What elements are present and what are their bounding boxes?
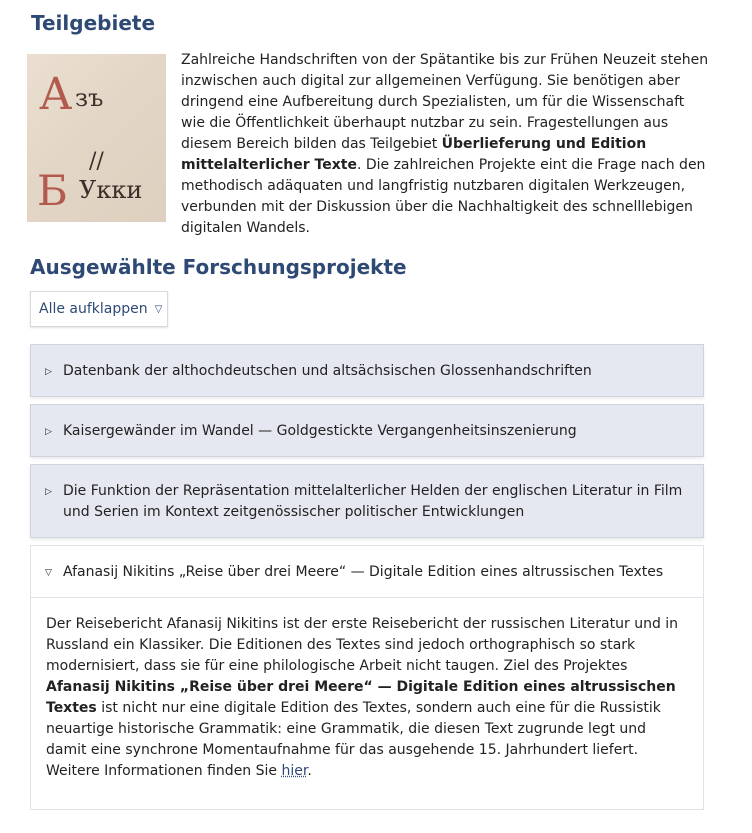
intro-text-end: . Die zahlreichen Projekte eint die Frage nach den methodisch adäquaten und langfristig nutzbaren digitalen Werkzeugen, verbunden mit der Diskussion über die Nachhaltigkeit des schnelllebigen digitalen Wandels.: [181, 157, 706, 236]
accordion-header[interactable]: [30, 344, 704, 397]
accordion-header[interactable]: [30, 404, 704, 457]
manuscript-glyph: Укки: [79, 176, 143, 204]
section-title-teilgebiete: Teilgebiete: [31, 11, 156, 35]
expand-all-label: Alle aufklappen: [39, 301, 148, 317]
body-text-cont: ist nicht nur eine digitale Edition des Textes, sondern auch eine für die Russistik neuartige historische Grammatik: eine Grammatik, die diesen Text zugrunde legt und damit eine synchrone Momentaufnahme für das ausgehende 15. Jahrhundert liefert. Weitere Informationen finden Sie: [46, 700, 661, 779]
chevron-down-icon: ▽: [154, 303, 163, 315]
triangle-right-icon: ▷: [45, 427, 52, 437]
intro-text: Zahlreiche Handschriften von der Spätantike bis zur Frühen Neuzeit stehen inzwischen auch digital zur allgemeinen Verfügung. Sie benötigen aber dringend eine Aufbereitung durch Spezialisten, um für die Wissenschaft wie die Öffentlichkeit überhaupt nutzbar zu sein. Fragestellungen aus diesem Bereich bilden das Teilgebiet: [181, 52, 709, 152]
accordion-item: [30, 464, 704, 538]
accordion-title: Die Funktion der Repräsentation mittelalterlicher Helden der englischen Literatur in Film und Serien im Kontext zeitgenössischer politischer Entwicklungen: [63, 483, 683, 520]
accordion-body: [30, 598, 704, 810]
accordion-title: Datenbank der althochdeutschen und altsächsischen Glossenhandschriften: [63, 363, 592, 379]
body-text: Der Reisebericht Afanasij Nikitins ist der erste Reisebericht der russischen Literatur und in Russland ein Klassiker. Die Editionen des Textes sind jedoch orthographisch so stark modernisiert, dass sie für eine philologische Arbeit nicht taugen. Ziel des Projektes: [46, 616, 679, 674]
accordion-header[interactable]: [30, 545, 704, 598]
accordion-item-expanded: [30, 545, 704, 810]
more-info-link[interactable]: hier: [281, 763, 308, 779]
accordion-body-paragraph: [46, 614, 689, 782]
section-title-projects: Ausgewählte Forschungsprojekte: [30, 255, 407, 279]
triangle-down-icon: ▽: [45, 568, 52, 578]
accordion-title: Afanasij Nikitins „Reise über drei Meere“ — Digitale Edition eines altrussischen Textes: [63, 564, 664, 580]
manuscript-glyph: Б: [37, 166, 68, 215]
intro-paragraph: [181, 50, 711, 239]
accordion-item: [30, 344, 704, 397]
expand-all-button[interactable]: [30, 291, 168, 327]
manuscript-image: [27, 54, 166, 222]
body-bold-text: Afanasij Nikitins „Reise über drei Meere“ — Digitale Edition eines altrussischen Textes: [46, 679, 676, 716]
intro-bold-text: Überlieferung und Edition mittelalterlicher Texte: [181, 136, 647, 173]
accordion-item: [30, 404, 704, 457]
triangle-right-icon: ▷: [45, 487, 52, 497]
manuscript-glyph: А: [39, 69, 73, 120]
manuscript-glyph: //: [89, 149, 104, 174]
accordion-title: Kaisergewänder im Wandel — Goldgestickte Vergangenheitsinszenierung: [63, 423, 577, 439]
manuscript-glyph: зъ: [75, 84, 104, 112]
triangle-right-icon: ▷: [45, 367, 52, 377]
accordion-header[interactable]: [30, 464, 704, 538]
body-text-end: .: [307, 763, 312, 779]
